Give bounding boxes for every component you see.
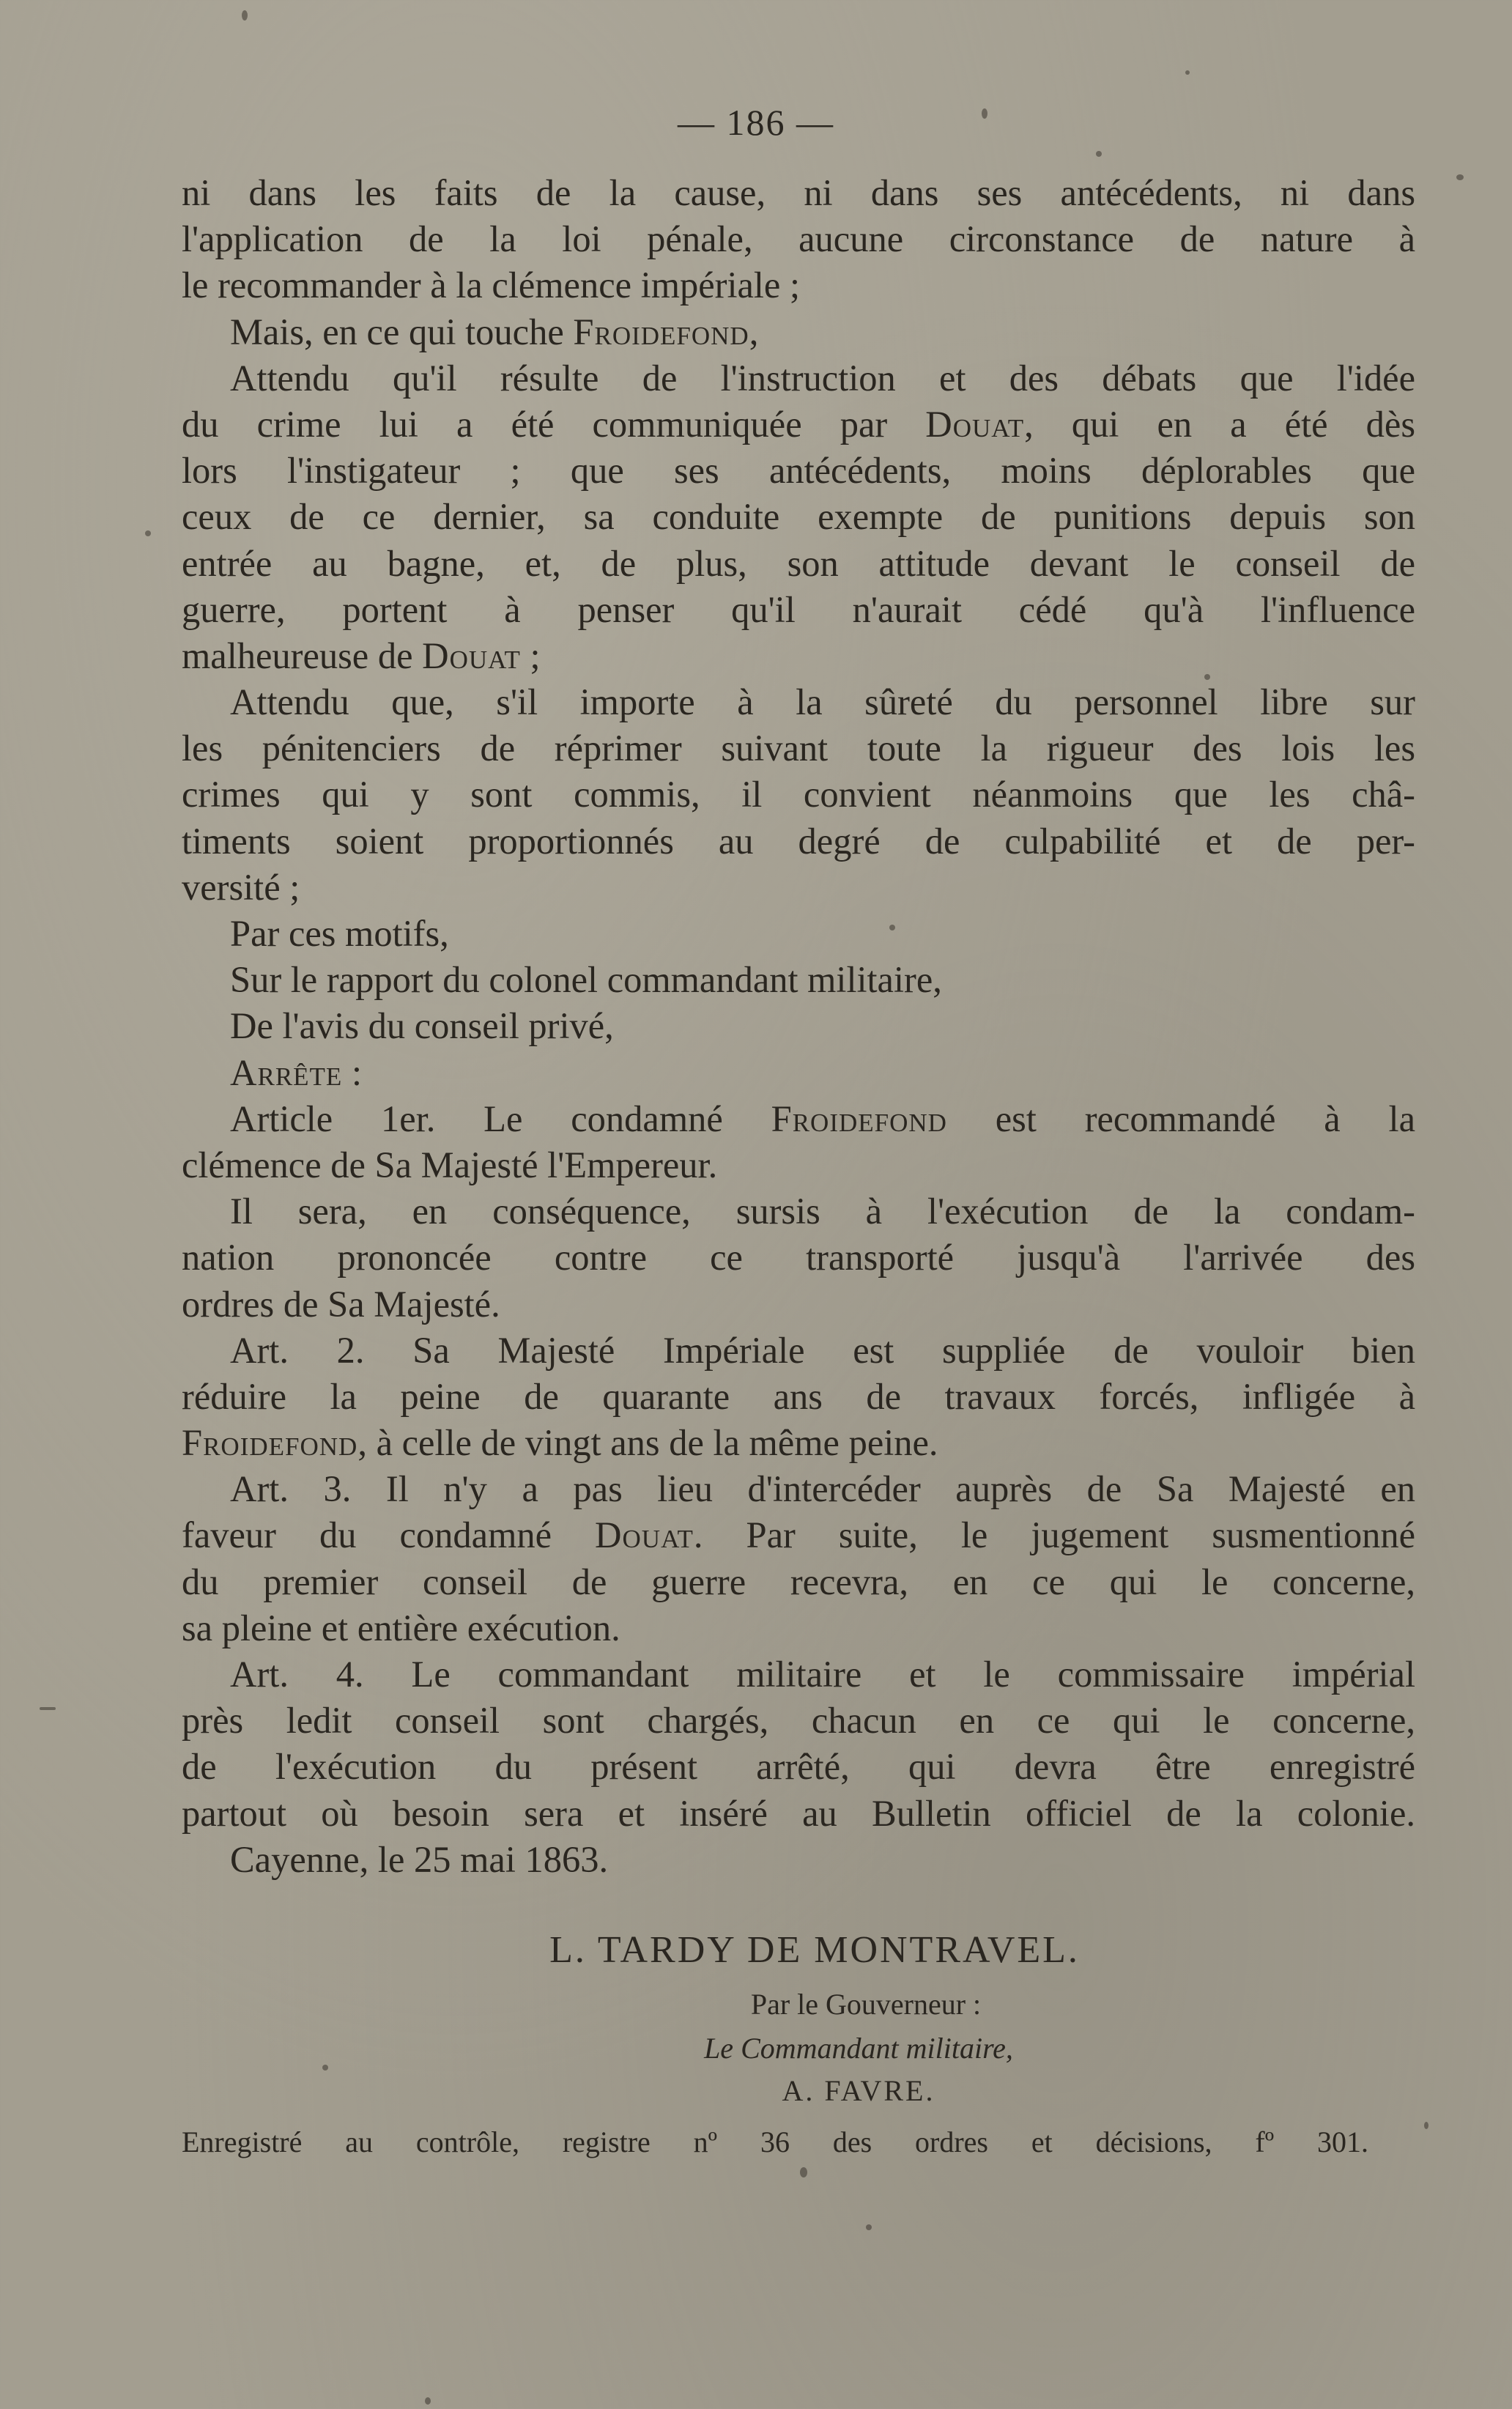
text-line: Par ces motifs, [230,913,449,954]
text-line: Cayenne, le 25 mai 1863. [230,1838,609,1880]
text-line: ni dans les faits de la cause, ni dans ses antécédents, ni dans [182,172,1415,213]
text-line: Froidefond, à celle de vingt ans de la même peine. [182,1422,938,1464]
signature-by-line: Par le Gouverneur : [750,1988,982,2021]
text-line: Art. 4. Le commandant militaire et le commissaire impérial [230,1654,1415,1695]
text-line: Attendu que, s'il importe à la sûreté du personnel libre sur [230,681,1415,723]
text-line: les pénitenciers de réprimer suivant toute la rigueur des lois les [182,728,1415,769]
text-line: Mais, en ce qui touche Froidefond, [230,311,759,352]
text-line: Attendu qu'il résulte de l'instruction et des débats que l'idée [230,357,1415,399]
text-line: près ledit conseil sont chargés, chacun en ce qui le concerne, [182,1700,1415,1742]
paper-speck [889,925,895,930]
text-line: lors l'instigateur ; que ses antécédents, moins déplorables que [182,450,1415,492]
text-line: ceux de ce dernier, sa conduite exempte de punitions depuis son [182,496,1415,538]
page-number: — 186 — [678,102,834,143]
text-line: Article 1er. Le condamné Froidefond est recommandé à la [230,1098,1415,1139]
text-line: sa pleine et entière exécution. [182,1607,620,1648]
paper-speck [242,10,248,21]
text-line: Arrête : [230,1051,362,1093]
text-line: entrée au bagne, et, de plus, son attitude devant le conseil de [182,542,1415,584]
text-line: de l'exécution du présent arrêté, qui devra être enregistré [182,1746,1415,1788]
text-line: réduire la peine de quarante ans de travaux forcés, infligée à [182,1375,1415,1417]
text-line: faveur du condamné Douat. Par suite, le jugement susmentionné [182,1514,1415,1556]
paper-speck [145,530,151,536]
text-line: nation prononcée contre ce transporté jusqu'à l'arrivée des [182,1237,1415,1278]
text-line: partout où besoin sera et inséré au Bulletin officiel de la colonie. [182,1792,1415,1834]
signature-signer: A. FAVRE. [782,2074,935,2107]
text-line: timents soient proportionnés au degré de culpabilité et de per- [182,820,1415,862]
text-line: versité ; [182,866,300,908]
text-line: guerre, portent à penser qu'il n'aurait cédé qu'à l'influence [182,588,1415,630]
paper-speck [1096,151,1102,157]
paper-speck [1424,2122,1428,2129]
text-line: ordres de Sa Majesté. [182,1283,500,1325]
text-line: Art. 3. Il n'y a pas lieu d'intercéder auprès de Sa Majesté en [230,1468,1415,1510]
registry-note: Enregistré au contrôle, registre nº 36 des ordres et décisions, fº 301. [182,2125,1368,2158]
paper-speck [40,1707,56,1710]
paper-speck [866,2224,872,2230]
paper-speck [1185,70,1190,75]
text-line: du premier conseil de guerre recevra, en ce qui le concerne, [182,1561,1415,1602]
paper-speck [425,2397,431,2405]
paper-speck [1204,674,1210,680]
text-line: clémence de Sa Majesté l'Empereur. [182,1144,718,1185]
text-line: malheureuse de Douat ; [182,634,541,676]
signature-name: L. TARDY DE MONTRAVEL. [549,1929,1080,1971]
body-text [182,170,1415,1883]
text-line: De l'avis du conseil privé, [230,1005,614,1047]
text-line: Art. 2. Sa Majesté Impériale est suppliée de vouloir bien [230,1329,1415,1371]
text-line: le recommander à la clémence impériale ; [182,264,801,306]
text-line: du crime lui a été communiquée par Douat, qui en a été dès [182,403,1415,445]
paper-speck [322,2065,328,2071]
paper-speck [982,108,987,119]
paper-speck [1456,174,1464,180]
text-line: crimes qui y sont commis, il convient néanmoins que les châ- [182,774,1415,815]
text-line: Il sera, en conséquence, sursis à l'exécution de la condam- [230,1191,1415,1232]
text-line: l'application de la loi pénale, aucune circonstance de nature à [182,218,1415,260]
paper-speck [800,2167,807,2177]
text-line: Sur le rapport du colonel commandant militaire, [230,959,942,1001]
signature-role: Le Commandant militaire, [704,2032,1013,2065]
